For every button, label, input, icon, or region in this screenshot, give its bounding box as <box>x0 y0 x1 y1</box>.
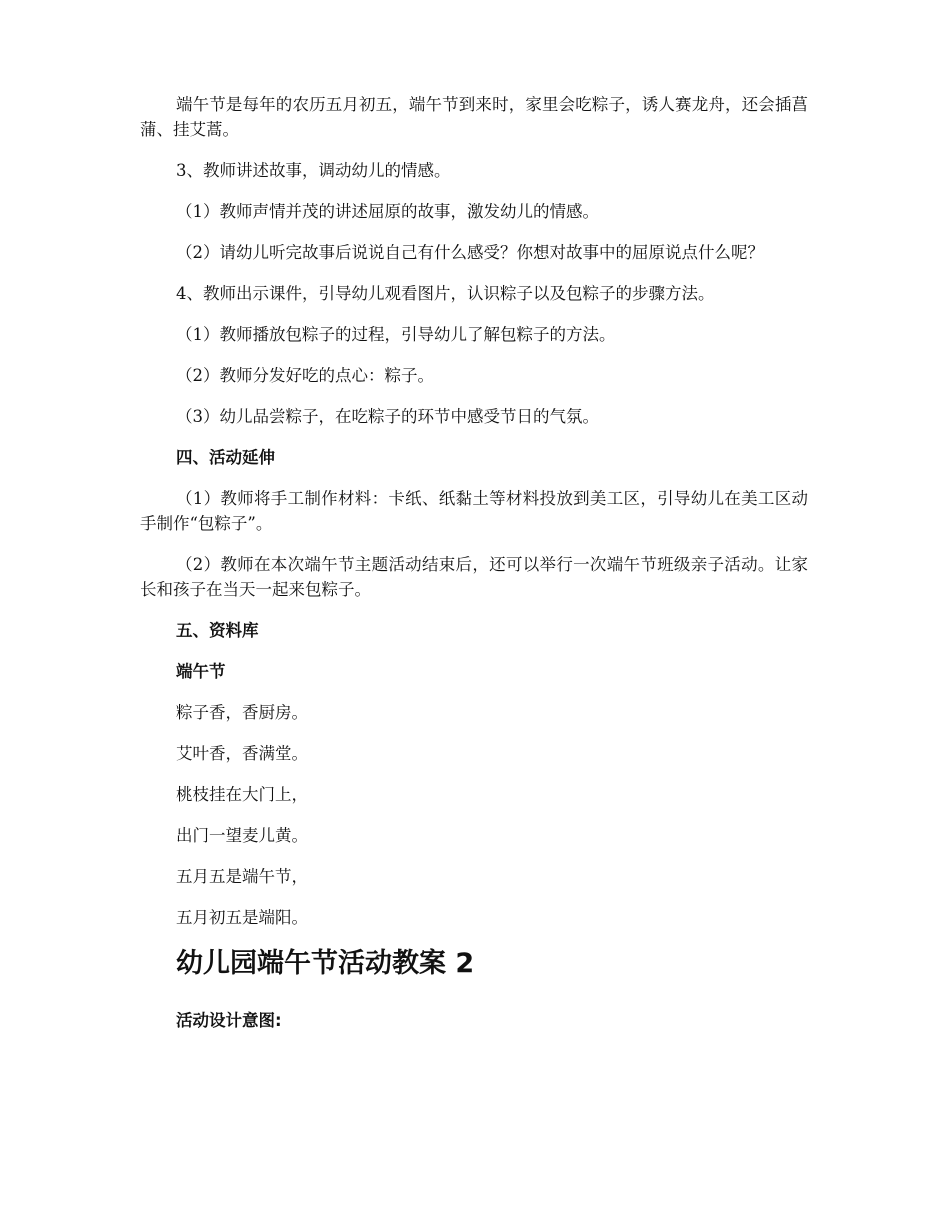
step-4-1: （1）教师播放包粽子的过程，引导幼儿了解包粽子的方法。 <box>176 325 616 344</box>
step-3: 3、教师讲述故事，调动幼儿的情感。 <box>176 161 451 180</box>
step-3-2: （2）请幼儿听完故事后说说自己有什么感受？你想对故事中的屈原说点什么呢？ <box>176 243 764 262</box>
section-5-heading: 五、资料库 <box>176 621 259 640</box>
poem-line: 五月初五是端阳。 <box>176 908 308 927</box>
intro-paragraph: 端午节是每年的农历五月初五，端午节到来时，家里会吃粽子，诱人赛龙舟，还会插菖蒲、挂艾蒿。 <box>140 95 808 139</box>
section-4-heading: 四、活动延伸 <box>176 448 275 467</box>
poem-line: 出门一望麦儿黄。 <box>176 826 308 845</box>
step-4: 4、教师出示课件，引导幼儿观看图片，认识粽子以及包粽子的步骤方法。 <box>176 284 715 303</box>
section-4-item-2: （2）教师在本次端午节主题活动结束后，还可以举行一次端午节班级亲子活动。让家长和孩子在当天一起来包粽子。 <box>140 555 808 599</box>
poem-line: 粽子香，香厨房。 <box>176 703 308 722</box>
section-4-item-1: （1）教师将手工制作材料：卡纸、纸黏土等材料投放到美工区，引导幼儿在美工区动手制作“包粽子”。 <box>140 489 808 533</box>
poem-line: 五月五是端午节， <box>176 867 308 886</box>
document-page <box>140 92 808 1033</box>
design-intent-heading: 活动设计意图: <box>176 1011 282 1030</box>
poem-title: 端午节 <box>176 662 226 681</box>
step-3-1: （1）教师声情并茂的讲述屈原的故事，激发幼儿的情感。 <box>176 202 599 221</box>
poem-line: 艾叶香，香满堂。 <box>176 744 308 763</box>
step-4-2: （2）教师分发好吃的点心：粽子。 <box>176 366 434 385</box>
poem-line: 桃枝挂在大门上， <box>176 785 308 804</box>
step-4-3: （3）幼儿品尝粽子，在吃粽子的环节中感受节日的气氛。 <box>176 407 599 426</box>
lesson-plan-2-title: 幼儿园端午节活动教案 2 <box>176 948 475 979</box>
